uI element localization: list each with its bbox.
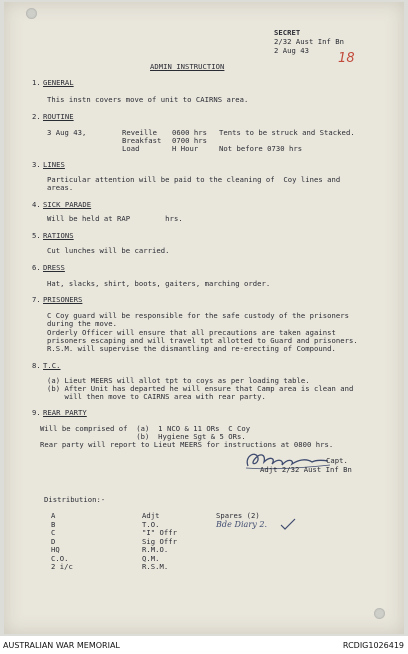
section-heading: DRESS	[43, 263, 65, 272]
routine-time: 0600 hrs	[172, 128, 208, 137]
section-body: R.S.M. will supervise the dismantling and re-erecting of Compound.	[47, 344, 336, 353]
handwritten-note: Bde Diary 2.	[216, 520, 268, 529]
routine-note: Tents to be struck and Stacked.	[219, 128, 355, 137]
section-body: Will be held at RAP hrs.	[47, 214, 183, 223]
section-body: Hat, slacks, shirt, boots, gaiters, marching order.	[47, 279, 271, 288]
distribution-entry: C.O.	[51, 554, 69, 563]
distribution-entry: R.M.O.	[142, 545, 169, 554]
distribution-entry: B	[51, 520, 56, 529]
doc-title: ADMIN INSTRUCTION	[150, 62, 225, 71]
distribution-label: Distribution:-	[44, 495, 106, 504]
routine-item: Load	[122, 144, 140, 153]
section-number: 5.	[32, 231, 41, 240]
distribution-entry: T.O.	[142, 520, 160, 529]
classification: SECRET	[274, 28, 301, 37]
distribution-entry: Adjt	[142, 511, 160, 520]
section-number: 1.	[32, 78, 41, 87]
distribution-entry: "I" Offr	[142, 528, 178, 537]
section-number: 7.	[32, 295, 41, 304]
section-number: 8.	[32, 361, 41, 370]
red-annotation: 18	[338, 51, 355, 66]
section-heading: PRISONERS	[43, 295, 83, 304]
section-body: This instn covers move of unit to CAIRNS area.	[47, 95, 249, 104]
section-body: C Coy guard will be responsible for the safe custody of the prisoners	[47, 311, 350, 320]
section-body: during the move.	[47, 319, 118, 328]
punch-hole	[26, 8, 37, 19]
archive-footer	[0, 636, 408, 654]
section-body: (a) Lieut MEERS will allot tpt to coys as per loading table.	[47, 376, 310, 385]
distribution-entry: HQ	[51, 545, 60, 554]
routine-note: Not before 0730 hrs	[219, 144, 303, 153]
distribution-entry: A	[51, 511, 56, 520]
routine-item: Reveille	[122, 128, 158, 137]
section-body: (b) Hygiene Sgt & 5 ORs.	[40, 432, 246, 441]
section-number: 9.	[32, 408, 41, 417]
routine-time: 0700 hrs	[172, 136, 208, 145]
section-number: 2.	[32, 112, 41, 121]
section-body: Particular attention will be paid to the cleaning of Coy lines and	[47, 175, 341, 184]
distribution-entry: R.S.M.	[142, 562, 169, 571]
distribution-entry: C	[51, 528, 56, 537]
unit-name: 2/32 Aust Inf Bn	[274, 37, 345, 46]
section-body: will then move to CAIRNS area with rear party.	[47, 392, 266, 401]
tick-mark-icon	[280, 518, 296, 530]
section-body: Cut lunches will be carried.	[47, 246, 170, 255]
section-heading: SICK PARADE	[43, 200, 92, 209]
signature-rank: Capt.	[326, 456, 348, 465]
distribution-spares: Spares (2)	[216, 511, 260, 520]
section-heading: REAR PARTY	[43, 408, 87, 417]
punch-hole	[374, 608, 385, 619]
section-body: prisoners escaping and will travel tpt allotted to Guard and prisoners.	[47, 336, 358, 345]
section-heading: LINES	[43, 160, 65, 169]
distribution-entry: D	[51, 537, 56, 546]
section-heading: GENERAL	[43, 78, 74, 87]
section-number: 4.	[32, 200, 41, 209]
section-body: Rear party will report to Lieut MEERS for instructions at 0800 hrs.	[40, 440, 334, 449]
section-heading: ROUTINE	[43, 112, 74, 121]
section-number: 3.	[32, 160, 41, 169]
section-heading: RATIONS	[43, 231, 74, 240]
distribution-entry: Q.M.	[142, 554, 160, 563]
section-body: (b) After Unit has departed he will ensure that Camp area is clean and	[47, 384, 354, 393]
archive-name: AUSTRALIAN WAR MEMORIAL	[3, 641, 120, 650]
routine-date: 3 Aug 43,	[47, 128, 87, 137]
section-number: 6.	[32, 263, 41, 272]
document-page	[4, 2, 404, 634]
section-body: areas.	[47, 183, 74, 192]
section-body: Orderly Officer will ensure that all precautions are taken against	[47, 328, 336, 337]
doc-date: 2 Aug 43	[274, 46, 310, 55]
distribution-entry: Sig Offr	[142, 537, 178, 546]
archive-reference: RCDIG1026419	[342, 641, 404, 650]
routine-time: H Hour	[172, 144, 199, 153]
section-body: Will be comprised of (a) 1 NCO & 11 ORs C Coy	[40, 424, 251, 433]
routine-item: Breakfast	[122, 136, 162, 145]
section-heading: T.C.	[43, 361, 61, 370]
distribution-entry: 2 i/c	[51, 562, 73, 571]
signature-title: Adjt 2/32 Aust Inf Bn	[260, 465, 352, 474]
